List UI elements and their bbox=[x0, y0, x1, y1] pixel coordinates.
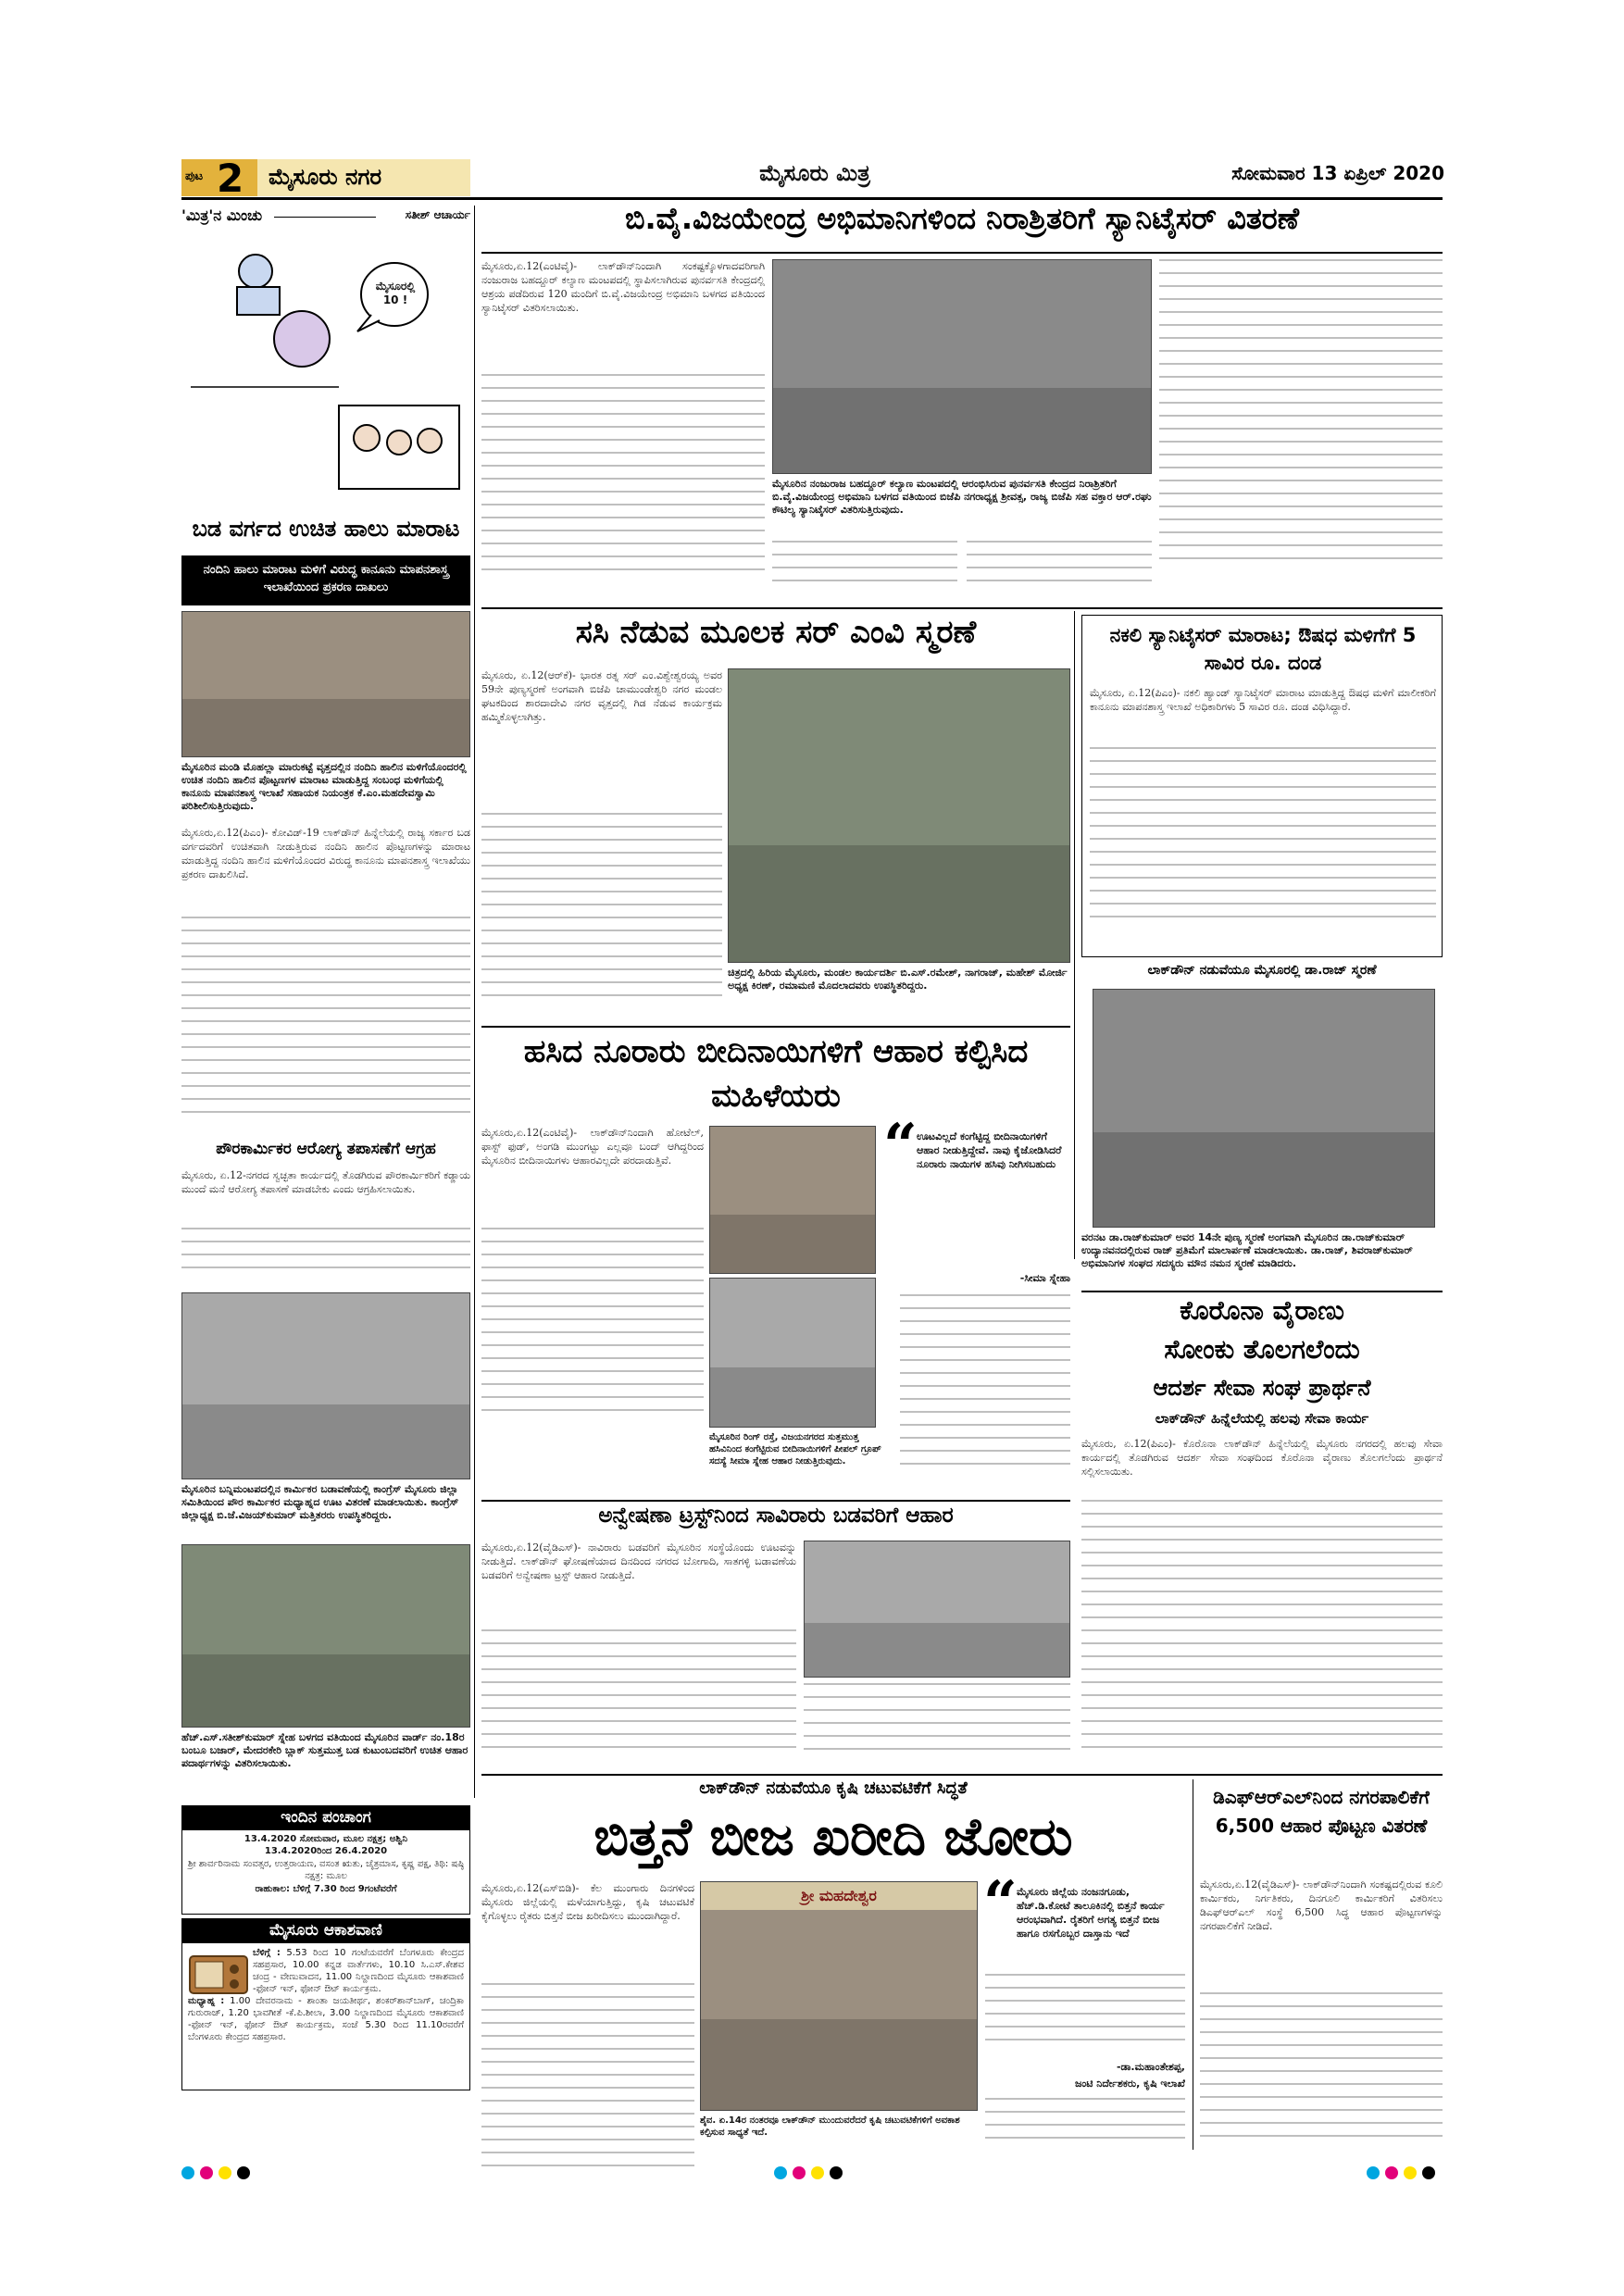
fine-box bbox=[1081, 615, 1443, 957]
radio-noon: 1.00 ದೇವರನಾಮ - ಶಾಂತಾ ಜಯತೀರ್ಥ, ಶಂಕರ್‌ಶಾನ್‌ಬಾಗ್, ಚಂದ್ರಿಕಾ ಗುರುರಾಜ್, 1.20 ಭಾವಗೀತೆ -ಕೆ.ಪಿ.ಶೀಲಾ, 3.00 ನಿಲ್ದಾಣದಿಂದ ಮೈಸೂರು ಆಕಾಶವಾಣಿ -ಫೋನ್ ಇನ್, ಫೋನ್ ಔಟ್ ಕಾರ್ಯಕ್ರಮ, ಸಂಜೆ 5.30 ರಿಂದ 11.10ರವರೆಗೆ ಬೆಂಗಳೂರು ಕೇಂದ್ರದ ಸಹಪ್ರಸಾರ. bbox=[188, 1996, 465, 2042]
dfrl-headline: ಡಿಎಫ್‌ಆರ್‌ಎಲ್‌ನಿಂದ ನಗರಪಾಲಿಕೆಗೆ 6,500 ಆಹಾರ ಪೊಟ್ಟಣ ವಿತರಣೆ bbox=[1213, 1786, 1430, 1837]
trust-top-rule bbox=[481, 1500, 1070, 1502]
black-dot bbox=[830, 2166, 843, 2179]
cyan-dot bbox=[774, 2166, 787, 2179]
milk-subhead-bar bbox=[181, 555, 470, 605]
seeds-body-col4 bbox=[985, 2098, 1185, 2163]
sanitizer-bottom-rule bbox=[481, 607, 1443, 609]
magenta-dot bbox=[1385, 2166, 1398, 2179]
cartoon-bubble-text: ಮೈಸೂರಲ್ಲಿ 10 ! bbox=[375, 280, 416, 306]
snehabalaga-caption: ಹೆಚ್.ಎಸ್.ಸತೀಶ್‌ಕುಮಾರ್ ಸ್ನೇಹ ಬಳಗದ ವತಿಯಿಂದ ಮೈಸೂರಿನ ವಾರ್ಡ್ ನಂ.18ರ ಬಂಬೂ ಬಜಾರ್, ಮೇದರಕೇರಿ ಬ್ಲಾಕ್ ಸುತ್ತಮುತ್ತ ಬಡ ಕುಟುಂಬದವರಿಗೆ ಉಚಿತ ಆಹಾರ ಪದಾರ್ಥಗಳನ್ನು ವಿತರಿಸಲಾಯಿತು. bbox=[181, 1731, 468, 1769]
milk-photo bbox=[181, 611, 470, 757]
health-photo bbox=[181, 1292, 470, 1479]
radio-schedule bbox=[188, 1947, 464, 2043]
corona-body: ಮೈಸೂರು, ಏ.12(ಪಿಎಂ)- ಕೊರೊನಾ ಲಾಕ್‌ಡೌನ್ ಹಿನ್ನೆಲೆಯಲ್ಲಿ ಮೈಸೂರು ನಗರದಲ್ಲಿ ಹಲವು ಸೇವಾ ಕಾರ್ಯದಲ್ಲಿ ತೊಡಗಿರುವ ಆದರ್ಶ ಸೇವಾ ಸಂಘದಿಂದ ಕೊರೊನಾ ವೈರಾಣು ತೊಲಗಲೆಂದು ಪ್ರಾರ್ಥನೆ ಸಲ್ಲಿಸಲಾಯಿತು. bbox=[1081, 1438, 1443, 1478]
saplings-body: ಮೈಸೂರು, ಏ.12(ಆರ್‌ಕೆ)- ಭಾರತ ರತ್ನ ಸರ್ ಎಂ.ವಿಶ್ವೇಶ್ವರಯ್ಯ ಅವರ 59ನೇ ಪುಣ್ಯಸ್ಮರಣೆ ಅಂಗವಾಗಿ ಬಿಜೆಪಿ ಚಾಮುಂಡೇಶ್ವರಿ ನಗರ ಮಂಡಲ ಘಟಕದಿಂದ ಶಾರದಾದೇವಿ ನಗರ ವೃತ್ತದಲ್ಲಿ ಗಿಡ ನೆಡುವ ಕಾರ್ಯಕ್ರಮ ಹಮ್ಮಿಕೊಳ್ಳಲಾಗಿತ್ತು. bbox=[481, 669, 722, 723]
saplings-photo bbox=[728, 668, 1070, 963]
dogs-quote-mark: “ bbox=[883, 1111, 918, 1180]
health-caption: ಮೈಸೂರಿನ ಬನ್ನಿಮಂಟಪದಲ್ಲಿನ ಕಾರ್ಮಿಕರ ಬಡಾವಣೆಯಲ್ಲಿ ಕಾಂಗ್ರೆಸ್ ಮೈಸೂರು ಜಿಲ್ಲಾ ಸಮಿತಿಯಿಂದ ಪೌರ ಕಾರ್ಮಿಕರ ಮಧ್ಯಾಹ್ನದ ಊಟ ವಿತರಣೆ ಮಾಡಲಾಯಿತು. ಕಾಂಗ್ರೆಸ್ ಜಿಲ್ಲಾಧ್ಯಕ್ಷ ಬಿ.ಜೆ.ವಿಜಯ್‌ಕುಮಾರ್ ಮತ್ತಿತರರು ಉಪಸ್ಥಿತರಿದ್ದರು. bbox=[181, 1483, 459, 1521]
cyan-dot bbox=[1367, 2166, 1380, 2179]
cartoon-title: 'ಮಿತ್ರ'ನ ಮಿಂಚು bbox=[181, 206, 263, 224]
seeds-quote-by: -ಡಾ.ಮಹಾಂತೇಶಪ್ಪ, bbox=[1116, 2061, 1185, 2073]
dogs-photo-2 bbox=[709, 1278, 876, 1428]
magenta-dot bbox=[200, 2166, 213, 2179]
radio-title: ಮೈಸೂರು ಆಕಾಶವಾಣಿ bbox=[269, 1921, 382, 1940]
black-dot bbox=[1422, 2166, 1435, 2179]
corona-headline-1: ಕೊರೊನಾ ವೈರಾಣು bbox=[1180, 1296, 1344, 1326]
radio-title-bar bbox=[182, 1919, 469, 1943]
milk-body-continued bbox=[181, 917, 470, 1139]
magenta-dot bbox=[793, 2166, 806, 2179]
cartoon-police-body bbox=[237, 287, 280, 315]
page-number: 2 bbox=[217, 159, 244, 196]
seeds-shop-photo bbox=[700, 1881, 978, 2111]
dogs-body-continued bbox=[481, 1228, 704, 1431]
issue-date: ಸೋಮವಾರ 13 ಏಪ್ರಿಲ್ 2020 bbox=[1231, 163, 1444, 184]
dogs-caption: ಮೈಸೂರಿನ ರಿಂಗ್ ರಸ್ತೆ, ವಿಜಯನಗರದ ಸುತ್ತಮುತ್ತ ಹಸಿವಿನಿಂದ ಕಂಗೆಟ್ಟಿರುವ ಬೀದಿನಾಯಿಗಳಿಗೆ ಪೀಪಲ್ ಗ್ರೂಪ್ ಸದಸ್ಯೆ ಸೀಮಾ ಸ್ನೇಹ ಆಹಾರ ನೀಡುತ್ತಿರುವುದು. bbox=[709, 1432, 881, 1466]
sanitizer-body: ಮೈಸೂರು,ಏ.12(ಎಂಟಿವೈ)- ಲಾಕ್‌ಡೌನ್‌ನಿಂದಾಗಿ ಸಂಕಷ್ಟಕ್ಕೊಳಗಾದವರಿಗಾಗಿ ನಂಜುರಾಜ ಬಹದ್ದೂರ್ ಕಲ್ಯಾಣ ಮಂಟಪದಲ್ಲಿ ಸ್ಥಾಪಿಸಲಾಗಿರುವ ಪುನರ್ವಸತಿ ಕೇಂದ್ರದಲ್ಲಿ ಆಶ್ರಯ ಪಡೆದಿರುವ 120 ಮಂದಿಗೆ ಬಿ.ವೈ.ವಿಜಯೇಂದ್ರ ಅಭಿಮಾನಿ ಬಳಗದ ವತಿಯಿಂದ ಸ್ಯಾನಿಟೈಸರ್ ವಿತರಿಸಲಾಯಿತು. bbox=[481, 260, 765, 314]
sanitizer-headline-rule bbox=[481, 252, 1443, 254]
sanitizer-headline: ಬಿ.ವೈ.ವಿಜಯೇಂದ್ರ ಅಭಿಮಾನಿಗಳಿಂದ ನಿರಾಶ್ರಿತರಿಗೆ ಸ್ಯಾನಿಟೈಸರ್ ವಿತರಣೆ bbox=[624, 202, 1300, 236]
corona-body-continued bbox=[1081, 1500, 1443, 1774]
cartoon-title-rule bbox=[274, 217, 376, 218]
seeds-body-continued bbox=[481, 1983, 694, 2187]
radio-box bbox=[181, 1918, 470, 2090]
cyan-dot bbox=[181, 2166, 194, 2179]
seeds-quote-mark: “ bbox=[983, 1868, 1018, 1938]
column-rule-left bbox=[474, 206, 475, 1798]
dogs-top-rule bbox=[481, 1026, 1070, 1028]
milk-caption: ಮೈಸೂರಿನ ಮಂಡಿ ಮೊಹಲ್ಲಾ ಮಾರುಕಟ್ಟೆ ವೃತ್ತದಲ್ಲಿನ ನಂದಿನಿ ಹಾಲಿನ ಮಳಿಗೆಯೊಂದರಲ್ಲಿ ಉಚಿತ ನಂದಿನಿ ಹಾಲಿನ ಪೊಟ್ಟಣಗಳ ಮಾರಾಟ ಮಾಡುತ್ತಿದ್ದ ಸಂಬಂಧ ಮಳಿಗೆಯಲ್ಲಿ ಕಾನೂನು ಮಾಪನಶಾಸ್ತ್ರ ಇಲಾಖೆ ಸಹಾಯಕ ನಿಯಂತ್ರಕ ಕೆ.ಎಂ.ಮಹದೇವಸ್ವಾಮಿ ಪರಿಶೀಲಿಸುತ್ತಿರುವುದು. bbox=[181, 761, 467, 812]
panchanga-line-1: 13.4.2020 ಸೋಮವಾರ, ಮೂಲ ನಕ್ಷತ್ರ; ಅಶ್ವಿನಿ bbox=[244, 1834, 408, 1844]
yellow-dot bbox=[219, 2166, 231, 2179]
seeds-quote: ಮೈಸೂರು ಜಿಲ್ಲೆಯ ನಂಜನಗೂಡು, ಹೆಚ್.ಡಿ.ಕೋಟೆ ತಾಲೂಕಿನಲ್ಲಿ ಬಿತ್ತನೆ ಕಾರ್ಯ ಆರಂಭವಾಗಿದೆ. ರೈತರಿಗೆ ಅಗತ್ಯ ಬಿತ್ತನೆ ಬೀಜ ಹಾಗೂ ರಸಗೊಬ್ಬರ ದಾಸ್ತಾನು ಇದೆ bbox=[1017, 1886, 1165, 1940]
trust-body-continued bbox=[481, 1629, 796, 1768]
seeds-body-col3 bbox=[985, 1974, 1185, 2057]
fine-body: ಮೈಸೂರು, ಏ.12(ಪಿಎಂ)- ನಕಲಿ ಹ್ಯಾಂಡ್ ಸ್ಯಾನಿಟೈಸರ್ ಮಾರಾಟ ಮಾಡುತ್ತಿದ್ದ ಔಷಧ ಮಳಿಗೆ ಮಾಲೀಕರಿಗೆ ಕಾನೂನು ಮಾಪನಶಾಸ್ತ್ರ ಇಲಾಖೆ ಅಧಿಕಾರಿಗಳು 5 ಸಾವಿರ ರೂ. ದಂಡ ವಿಧಿಸಿದ್ದಾರೆ. bbox=[1090, 687, 1436, 713]
milk-subhead: ನಂದಿನಿ ಹಾಲು ಮಾರಾಟ ಮಳಿಗೆ ವಿರುದ್ಧ ಕಾನೂನು ಮಾಪನಶಾಸ್ತ್ರ ಇಲಾಖೆಯಿಂದ ಪ್ರಕರಣ ದಾಖಲು bbox=[203, 563, 449, 594]
health-body-continued bbox=[181, 1228, 470, 1289]
cartoon-family-figure bbox=[387, 430, 411, 455]
bottom-section-rule bbox=[481, 1774, 1443, 1776]
dogs-photo-1 bbox=[709, 1126, 876, 1274]
trust-donation-photo bbox=[181, 1544, 470, 1728]
sanitizer-body-col2 bbox=[772, 541, 957, 596]
dogs-body: ಮೈಸೂರು,ಏ.12(ಎಂಟಿವೈ)- ಲಾಕ್‌ಡೌನ್‌ನಿಂದಾಗಿ ಹೋಟೆಲ್, ಫಾಸ್ಟ್ ಫುಡ್, ಅಂಗಡಿ ಮುಂಗಟ್ಟು ಎಲ್ಲವೂ ಬಂದ್ ಆಗಿದ್ದರಿಂದ ಮೈಸೂರಿನ ಬೀದಿನಾಯಿಗಳು ಆಹಾರವಿಲ್ಲದೇ ಪರದಾಡುತ್ತಿವೆ. bbox=[481, 1127, 704, 1167]
fine-body-continued bbox=[1090, 747, 1436, 951]
rajkumar-headline: ಲಾಕ್‌ಡೌನ್ ನಡುವೆಯೂ ಮೈಸೂರಲ್ಲಿ ಡಾ.ರಾಜ್ ಸ್ಮರಣೆ bbox=[1147, 963, 1377, 978]
corona-subhead: ಲಾಕ್‌ಡೌನ್ ಹಿನ್ನೆಲೆಯಲ್ಲಿ ಹಲವು ಸೇವಾ ಕಾರ್ಯ bbox=[1155, 1411, 1369, 1427]
sanitizer-caption: ಮೈಸೂರಿನ ನಂಜುರಾಜ ಬಹದ್ದೂರ್ ಕಲ್ಯಾಣ ಮಂಟಪದಲ್ಲಿ ಆರಂಭಿಸಿರುವ ಪುನರ್ವಸತಿ ಕೇಂದ್ರದ ನಿರಾಶ್ರಿತರಿಗೆ ಬಿ.ವೈ.ವಿಜಯೇಂದ್ರ ಅಭಿಮಾನಿ ಬಳಗದ ವತಿಯಿಂದ ಬಿಜೆಪಿ ನಗರಾಧ್ಯಕ್ಷ ಶ್ರೀವತ್ಸ, ರಾಜ್ಯ ಬಿಜೆಪಿ ಸಹ ವಕ್ತಾರ ಆರ್.ರಘು ಕೌಟಿಲ್ಯ ಸ್ಯಾನಿಟೈಸರ್ ವಿತರಿಸುತ್ತಿರುವುದು. bbox=[772, 478, 1152, 516]
cartoon-virus-figure bbox=[274, 311, 330, 367]
panchanga-line-3: ಶ್ರೀ ಶಾರ್ವರಿನಾಮ ಸಂವತ್ಸರ, ಉತ್ತರಾಯಣ, ವಸಂತ ಋತು, ಚೈತ್ರಮಾಸ, ಕೃಷ್ಣ ಪಕ್ಷ, ತಿಥಿ: ಷಷ್ಠಿ ನಕ್ಷತ್ರ: ಮೂಲ bbox=[187, 1859, 465, 1881]
cartoon-drawing bbox=[181, 230, 470, 507]
dogs-body-col3 bbox=[900, 1294, 1070, 1498]
seeds-headline: ಬಿತ್ತನೆ ಬೀಜ ಖರೀದಿ ಜೋರು bbox=[593, 1807, 1073, 1867]
sanitizer-body-col4 bbox=[1159, 259, 1443, 602]
cartoon-artist: ಸತೀಶ್ ಆಚಾರ್ಯ bbox=[405, 208, 470, 221]
trust-headline: ಅನ್ವೇಷಣಾ ಟ್ರಸ್ಟ್‌ನಿಂದ ಸಾವಿರಾರು ಬಡವರಿಗೆ ಆಹಾರ bbox=[598, 1504, 954, 1528]
seeds-quote-role: ಜಂಟಿ ನಿರ್ದೇಶಕರು, ಕೃಷಿ ಇಲಾಖೆ bbox=[1075, 2078, 1185, 2090]
rajkumar-photo bbox=[1093, 989, 1435, 1228]
dogs-quote-by: -ಸೀಮಾ ಸ್ನೇಹಾ bbox=[1019, 1272, 1070, 1284]
yellow-dot bbox=[811, 2166, 824, 2179]
dfrl-body-continued bbox=[1200, 1992, 1443, 2159]
radio-morning-label: ಬೆಳಿಗ್ಗೆ : bbox=[253, 1948, 281, 1958]
health-headline: ಪೌರಕಾರ್ಮಿಕರ ಆರೋಗ್ಯ ತಪಾಸಣೆಗೆ ಆಗ್ರಹ bbox=[216, 1141, 436, 1158]
sanitizer-photo bbox=[772, 259, 1152, 474]
black-dot bbox=[237, 2166, 250, 2179]
cartoon-family-figure bbox=[354, 425, 380, 451]
dogs-quote: ಊಟವಿಲ್ಲದೆ ಕಂಗೆಟ್ಟಿದ್ದ ಬೀದಿನಾಯಿಗಳಿಗೆ ಆಹಾರ ನೀಡುತ್ತಿದ್ದೇವೆ. ನಾವು ಕೈಜೋಡಿಸಿದರೆ ನೂರಾರು ನಾಯಿಗಳ ಹಸಿವು ನೀಗಿಸಬಹುದು bbox=[917, 1130, 1062, 1170]
cartoon-police-figure bbox=[239, 255, 272, 288]
fine-headline: ನಕಲಿ ಸ್ಯಾನಿಟೈಸರ್ ಮಾರಾಟ; ಔಷಧ ಮಳಿಗೆಗೆ 5 ಸಾವಿರ ರೂ. ದಂಡ bbox=[1109, 624, 1417, 674]
panchanga-title: ಇಂದಿನ ಪಂಚಾಂಗ bbox=[281, 1808, 371, 1827]
dogs-headline: ಹಸಿದ ನೂರಾರು ಬೀದಿನಾಯಿಗಳಿಗೆ ಆಹಾರ ಕಲ್ಪಿಸಿದ ಮಹಿಳೆಯರು bbox=[523, 1033, 1029, 1115]
cartoon-family-figure bbox=[418, 429, 442, 453]
radio-morning: 5.53 ರಿಂದ 10 ಗಂಟೆಯವರೆಗೆ ಬೆಂಗಳೂರು ಕೇಂದ್ರದ ಸಹಪ್ರಸಾರ, 10.00 ಕನ್ನಡ ವಾರ್ತೆಗಳು, 10.10 ಸಿ.ಎಸ್.ಕೇಶವ ಚಂದ್ರ - ವೇಣುವಾದನ, 11.00 ನಿಲ್ದಾಣದಿಂದ ಮೈಸೂರು ಆಕಾಶವಾಣಿ -ಫೋನ್ ಇನ್, ಫೋನ್ ಔಟ್ ಕಾರ್ಯಕ್ರಮ. bbox=[253, 1948, 464, 1994]
saplings-caption: ಚಿತ್ರದಲ್ಲಿ ಹಿರಿಯ ಮೈಸೂರು, ಮಂಡಲ ಕಾರ್ಯದರ್ಶಿ ಬಿ.ಎಸ್.ರಮೇಶ್, ನಾಗರಾಜ್, ಮಹೇಶ್ ಮೋರ್ಜಿ ಅಧ್ಯಕ್ಷ ಕಿರಣ್, ರಮಾಮಣಿ ಮೊದಲಾದವರು ಉಪಸ್ಥಿತರಿದ್ದರು. bbox=[728, 967, 1068, 992]
seeds-shop-sign: ಶ್ರೀ ಮಹದೇಶ್ವರ bbox=[701, 1882, 977, 1910]
saplings-headline: ಸಸಿ ನೆಡುವ ಮೂಲಕ ಸರ್ ಎಂವಿ ಸ್ಮರಣೆ bbox=[575, 615, 977, 651]
dfrl-body: ಮೈಸೂರು,ಏ.12(ವೈಡಿಎಸ್)- ಲಾಕ್‌ಡೌನ್‌ನಿಂದಾಗಿ ಸಂಕಷ್ಟದಲ್ಲಿರುವ ಕೂಲಿ ಕಾರ್ಮಿಕರು, ನಿರ್ಗತಿಕರು, ದಿನಗೂಲಿ ಕಾರ್ಮಿಕರಿಗೆ ವಿತರಿಸಲು ಡಿಎಫ್‌ಆರ್‌ಎಲ್ ಸಂಸ್ಥೆ 6,500 ಸಿದ್ಧ ಆಹಾರ ಪೊಟ್ಟಣಗಳನ್ನು ನಗರಪಾಲಿಕೆಗೆ ನೀಡಿದೆ. bbox=[1200, 1878, 1443, 1932]
panchanga-line-4: ರಾಹುಕಾಲ: ಬೆಳಿಗ್ಗೆ 7.30 ರಿಂದ 9ಗಂಟೆವರೆಗೆ bbox=[255, 1884, 397, 1894]
saplings-body-continued bbox=[481, 813, 722, 1017]
milk-headline: ಬಡ ವರ್ಗದ ಉಚಿತ ಹಾಲು ಮಾರಾಟ bbox=[192, 517, 460, 542]
sanitizer-body-col3 bbox=[967, 541, 1152, 596]
page-number-badge bbox=[181, 159, 257, 196]
panchanga-box bbox=[181, 1805, 470, 1915]
corona-headline-2: ಸೋಂಕು ತೊಲಗಲೆಂದು bbox=[1164, 1335, 1360, 1365]
section-title: ಮೈಸೂರು ನಗರ bbox=[269, 164, 382, 190]
trust-body: ಮೈಸೂರು,ಏ.12(ವೈಡಿಎಸ್)- ನಾವಿರಾರು ಬಡವರಿಗೆ ಮೈಸೂರಿನ ಸಂಸ್ಥೆಯೊಂದು ಊಟವನ್ನು ನೀಡುತ್ತಿದೆ. ಲಾಕ್‌ಡೌನ್ ಘೋಷಣೆಯಾದ ದಿನದಿಂದ ನಗರದ ಬೋಗಾದಿ, ಸಾತಗಳ್ಳಿ ಬಡಾವಣೆಯ ಬಡವರಿಗೆ ಅನ್ವೇಷಣಾ ಟ್ರಸ್ಟ್ ಆಹಾರ ನೀಡುತ್ತಿದೆ. bbox=[481, 1541, 796, 1581]
seeds-body: ಮೈಸೂರು,ಏ.12(ಎಸ್‌ಬಿಡಿ)- ಕೆಲ ಮುಂಗಾರು ದಿನಗಳಿಂದ ಮೈಸೂರು ಜಿಲ್ಲೆಯಲ್ಲಿ ಮಳೆಯಾಗುತ್ತಿದ್ದು, ಕೃಷಿ ಚಟುವಟಿಕೆ ಕೈಗೊಳ್ಳಲು ರೈತರು ಬಿತ್ತನೆ ಬೀಜ ಖರೀದಿಸಲು ಮುಂದಾಗಿದ್ದಾರೆ. bbox=[481, 1882, 694, 1922]
milk-body: ಮೈಸೂರು,ಏ.12(ಪಿಎಂ)- ಕೋವಿಡ್-19 ಲಾಕ್‌ಡೌನ್ ಹಿನ್ನೆಲೆಯಲ್ಲಿ ರಾಜ್ಯ ಸರ್ಕಾರ ಬಡ ವರ್ಗದವರಿಗೆ ಉಚಿತವಾಗಿ ನೀಡುತ್ತಿರುವ ನಂದಿನಿ ಹಾಲಿನ ಪೊಟ್ಟಣಗಳನ್ನು ಮಾರಾಟ ಮಾಡುತ್ತಿದ್ದ ನಂದಿನಿ ಹಾಲಿನ ಮಳಿಗೆಯೊಂದರ ವಿರುದ್ಧ ಕಾನೂನು ಮಾಪನಶಾಸ್ತ್ರ ಇಲಾಖೆಯು ಪ್ರಕರಣ ದಾಖಲಿಸಿದೆ. bbox=[181, 827, 470, 880]
trust-photo bbox=[804, 1541, 1070, 1678]
seeds-kicker: ಲಾಕ್‌ಡೌನ್ ನಡುವೆಯೂ ಕೃಷಿ ಚಟುವಟಿಕೆಗೆ ಸಿದ್ಧತೆ bbox=[699, 1779, 968, 1798]
cartoon-box bbox=[181, 206, 470, 509]
trust-body-col2 bbox=[804, 1683, 1070, 1772]
masthead: ಮೈಸೂರು ಮಿತ್ರ bbox=[759, 161, 870, 186]
rajkumar-caption: ವರನಟ ಡಾ.ರಾಜ್‌ಕುಮಾರ್ ಅವರ 14ನೇ ಪುಣ್ಯ ಸ್ಮರಣೆ ಅಂಗವಾಗಿ ಮೈಸೂರಿನ ಡಾ.ರಾಜ್‌ಕುಮಾರ್ ಉದ್ಯಾನವನದಲ್ಲಿರುವ ರಾಜ್ ಪ್ರತಿಮೆಗೆ ಮಾಲಾರ್ಪಣೆ ಮಾಡಲಾಯಿತು. ಡಾ.ರಾಜ್, ಶಿವರಾಜ್‌ಕುಮಾರ್ ಅಭಿಮಾನಿಗಳ ಸಂಘದ ಸದಸ್ಯರು ಮೌನ ನಮನ ಸ್ಮರಣೆ ಮಾಡಿದರು. bbox=[1081, 1231, 1413, 1269]
yellow-dot bbox=[1404, 2166, 1417, 2179]
column-rule-mid bbox=[1074, 611, 1075, 1259]
page-label: ಪುಟ bbox=[185, 169, 204, 183]
seeds-caption: ಶೈವ. ಏ.14ರ ನಂತರವೂ ಲಾಕ್‌ಡೌನ್ ಮುಂದುವರೆದರೆ ಕೃಷಿ ಚಟುವಟಿಕೆಗಳಿಗೆ ಅವಕಾಶ ಕಲ್ಪಿಸುವ ಸಾಧ್ಯತೆ ಇದೆ. bbox=[700, 2115, 960, 2138]
section-bar bbox=[257, 159, 470, 196]
header-rule bbox=[181, 197, 1443, 200]
panchanga-title-bar bbox=[182, 1806, 469, 1830]
radio-noon-label: ಮಧ್ಯಾಹ್ನ : bbox=[188, 1996, 225, 2006]
panchanga-line-2: 13.4.2020ರಿಂದ 26.4.2020 bbox=[264, 1846, 388, 1856]
corona-headline-3: ಆದರ್ಶ ಸೇವಾ ಸಂಘ ಪ್ರಾರ್ಥನೆ bbox=[1153, 1376, 1371, 1401]
rajkumar-bottom-rule bbox=[1081, 1291, 1443, 1292]
health-body: ಮೈಸೂರು, ಏ.12-ನಗರದ ಸ್ವಚ್ಛತಾ ಕಾರ್ಯದಲ್ಲಿ ತೊಡಗಿರುವ ಪೌರಕಾರ್ಮಿಕರಿಗೆ ಕಡ್ಡಾಯ ಮುಂದೆ ಮನೆ ಆರೋಗ್ಯ ತಪಾಸಣೆ ಮಾಡಬೇಕು ಎಂದು ಆಗ್ರಹಿಸಲಾಯಿತು. bbox=[181, 1169, 470, 1195]
sanitizer-body-continued bbox=[481, 374, 765, 605]
